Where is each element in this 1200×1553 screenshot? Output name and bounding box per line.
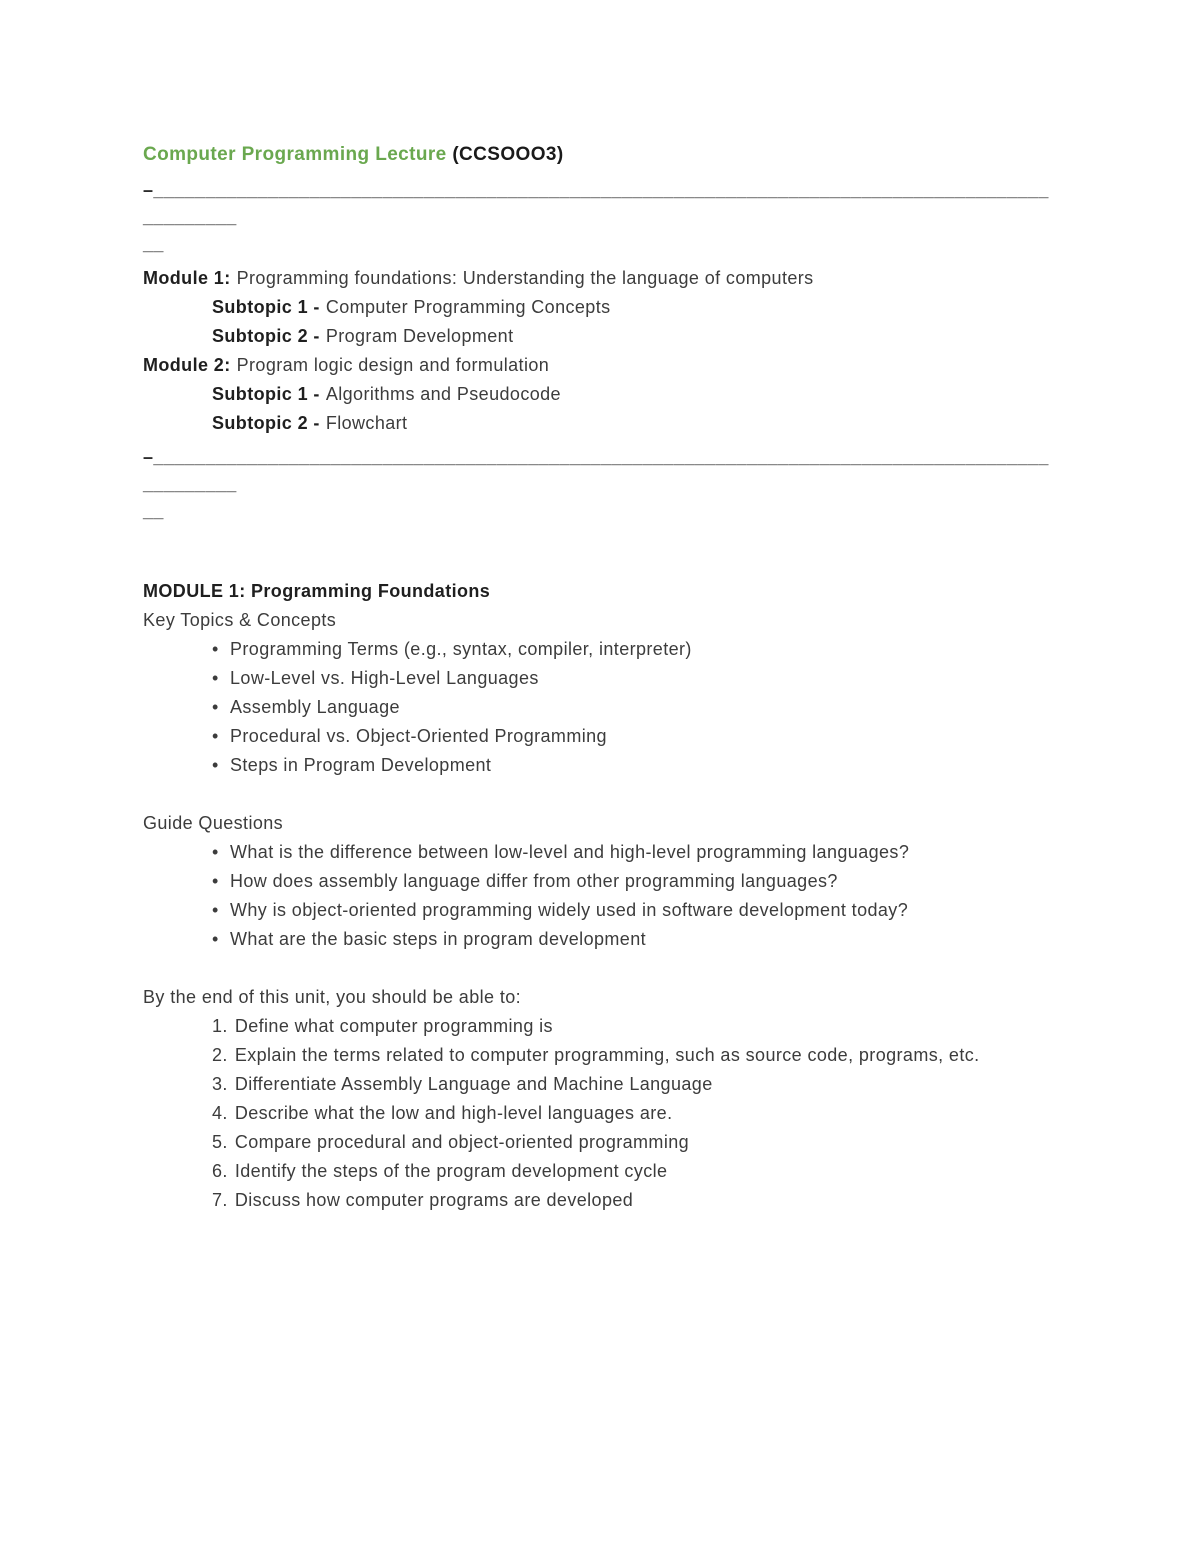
subtopic-label: Subtopic 1 - (212, 297, 320, 317)
key-topic-text: Programming Terms (e.g., syntax, compiler, interpreter) (230, 639, 692, 659)
key-topic-text: Assembly Language (230, 697, 400, 717)
divider-line-wrap: __ (143, 501, 164, 521)
guide-questions-heading: Guide Questions (143, 813, 284, 833)
module-1-text: Programming foundations: Understanding the language of computers (236, 268, 814, 288)
bullet-icon: • (212, 726, 219, 746)
objective-item (143, 1070, 1056, 1099)
module-1-label: Module 1: (143, 268, 231, 288)
guide-question-item (143, 867, 1056, 896)
guide-question-item (143, 838, 1056, 867)
module-2-text: Program logic design and formulation (236, 355, 550, 375)
key-topics-list (143, 635, 1056, 780)
bullet-icon: • (212, 755, 219, 775)
key-topic-item (143, 664, 1056, 693)
objective-item (143, 1186, 1056, 1215)
subtopic-label: Subtopic 2 - (212, 413, 320, 433)
guide-question-text: What is the difference between low-level and high-level programming languages? (230, 842, 910, 862)
objective-number: 1. (212, 1016, 228, 1036)
bullet-icon: • (212, 900, 219, 920)
outline-module-2 (143, 351, 1056, 380)
divider-bottom (143, 444, 1056, 525)
objective-text: Define what computer programming is (234, 1016, 553, 1036)
objective-text: Differentiate Assembly Language and Machine Language (234, 1074, 713, 1094)
guide-questions-list (143, 838, 1056, 954)
key-topic-text: Steps in Program Development (230, 755, 492, 775)
objective-item (143, 1012, 1056, 1041)
guide-question-text: How does assembly language differ from other programming languages? (230, 871, 838, 891)
objective-number: 2. (212, 1045, 228, 1065)
outline-module-1 (143, 264, 1056, 293)
subtopic-label: Subtopic 1 - (212, 384, 320, 404)
objective-text: Discuss how computer programs are developed (234, 1190, 634, 1210)
bullet-icon: • (212, 929, 219, 949)
key-topic-item (143, 722, 1056, 751)
objective-number: 3. (212, 1074, 228, 1094)
outline-module-1-subtopic-1 (143, 293, 1056, 322)
key-topic-text: Low-Level vs. High-Level Languages (230, 668, 539, 688)
course-outline (143, 264, 1056, 438)
outline-module-1-subtopic-2 (143, 322, 1056, 351)
bullet-icon: • (212, 668, 219, 688)
module-2-label: Module 2: (143, 355, 231, 375)
outline-module-2-subtopic-2 (143, 409, 1056, 438)
objective-text: Describe what the low and high-level languages are. (234, 1103, 673, 1123)
objective-text: Compare procedural and object-oriented programming (234, 1132, 690, 1152)
divider-line: –_______________________________________________________________________________________________ (143, 447, 1049, 494)
objective-item (143, 1041, 1056, 1070)
bullet-icon: • (212, 639, 219, 659)
outline-module-2-subtopic-1 (143, 380, 1056, 409)
key-topic-item (143, 751, 1056, 780)
key-topics-heading: Key Topics & Concepts (143, 610, 337, 630)
objective-number: 5. (212, 1132, 228, 1152)
divider-top (143, 177, 1056, 258)
key-topic-item (143, 693, 1056, 722)
bullet-icon: • (212, 697, 219, 717)
divider-line-wrap: __ (143, 234, 164, 254)
key-topic-text: Procedural vs. Object-Oriented Programming (230, 726, 607, 746)
subtopic-label: Subtopic 2 - (212, 326, 320, 346)
subtopic-text: Flowchart (325, 413, 408, 433)
subtopic-text: Algorithms and Pseudocode (325, 384, 561, 404)
objective-number: 6. (212, 1161, 228, 1181)
bullet-icon: • (212, 842, 219, 862)
objective-item (143, 1128, 1056, 1157)
guide-question-text: Why is object-oriented programming widely used in software development today? (230, 900, 909, 920)
objective-number: 4. (212, 1103, 228, 1123)
guide-question-item (143, 925, 1056, 954)
subtopic-text: Program Development (325, 326, 514, 346)
guide-question-item (143, 896, 1056, 925)
guide-question-text: What are the basic steps in program development (230, 929, 647, 949)
objective-text: Identify the steps of the program development cycle (234, 1161, 668, 1181)
objective-text: Explain the terms related to computer programming, such as source code, programs, etc. (234, 1045, 980, 1065)
course-name: Computer Programming Lecture (143, 144, 447, 165)
objectives-intro: By the end of this unit, you should be able to: (143, 987, 522, 1007)
objective-number: 7. (212, 1190, 228, 1210)
course-code: (CCSOOO3) (452, 144, 564, 165)
subtopic-text: Computer Programming Concepts (325, 297, 611, 317)
bullet-icon: • (212, 871, 219, 891)
module-1-heading: MODULE 1: Programming Foundations (143, 581, 491, 601)
objective-item (143, 1157, 1056, 1186)
objective-item (143, 1099, 1056, 1128)
divider-line: –_______________________________________________________________________________________________ (143, 180, 1049, 227)
page-title (143, 140, 1056, 169)
objectives-list (143, 1012, 1056, 1215)
key-topic-item (143, 635, 1056, 664)
